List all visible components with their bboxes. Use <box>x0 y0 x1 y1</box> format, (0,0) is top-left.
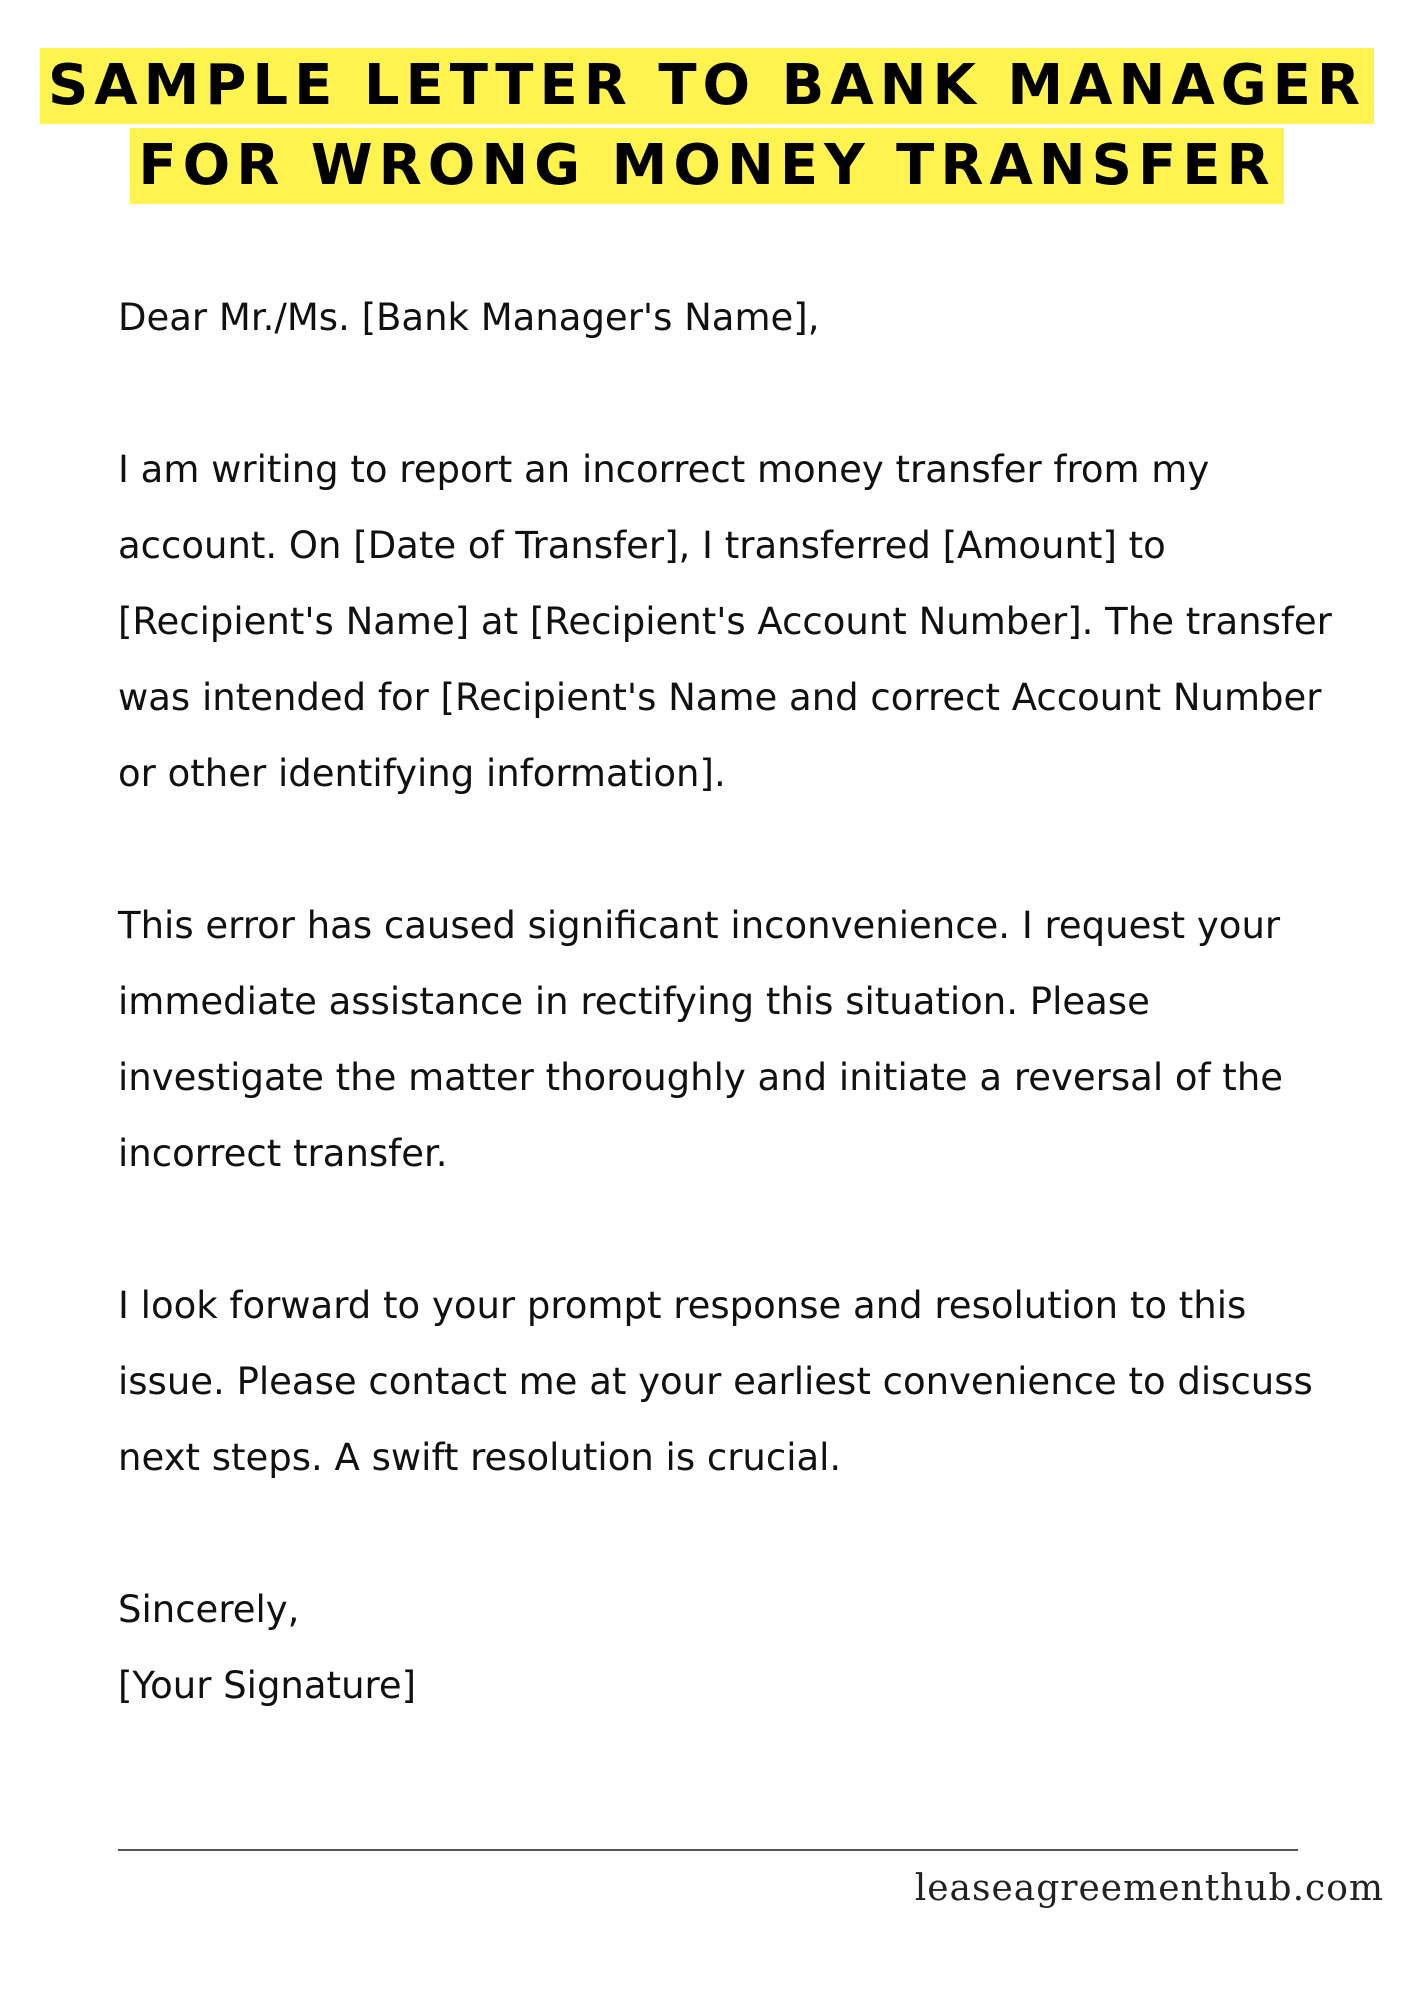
title-line-1: SAMPLE LETTER TO BANK MANAGER <box>40 48 1374 124</box>
document-title <box>0 48 1414 204</box>
letter-signature: [Your Signature] <box>118 1664 417 1707</box>
letter-paragraph-1: I am writing to report an incorrect money transfer from my account. On [Date of Transfer], I transferred [Amount] to [Recipient's Name] at [Recipient's Account Number]. The transfer was intended for [Recipient's Name and correct Account Number or other identifying information]. <box>118 448 1332 795</box>
letter-closing: Sincerely, <box>118 1588 300 1631</box>
letter-body <box>118 280 1348 1724</box>
title-line-2: FOR WRONG MONEY TRANSFER <box>130 128 1283 204</box>
letter-paragraph-2: This error has caused significant inconvenience. I request your immediate assistance in rectifying this situation. Please investigate the matter thoroughly and initiate a reversal of the incorrect transfer. <box>118 904 1284 1175</box>
footer-website: leaseagreementhub.com <box>914 1868 1384 1909</box>
letter-paragraph-3: I look forward to your prompt response and resolution to this issue. Please contact me at your earliest convenience to discuss next steps. A swift resolution is crucial. <box>118 1284 1313 1479</box>
footer-divider <box>118 1849 1298 1851</box>
letter-salutation: Dear Mr./Ms. [Bank Manager's Name], <box>118 296 820 339</box>
